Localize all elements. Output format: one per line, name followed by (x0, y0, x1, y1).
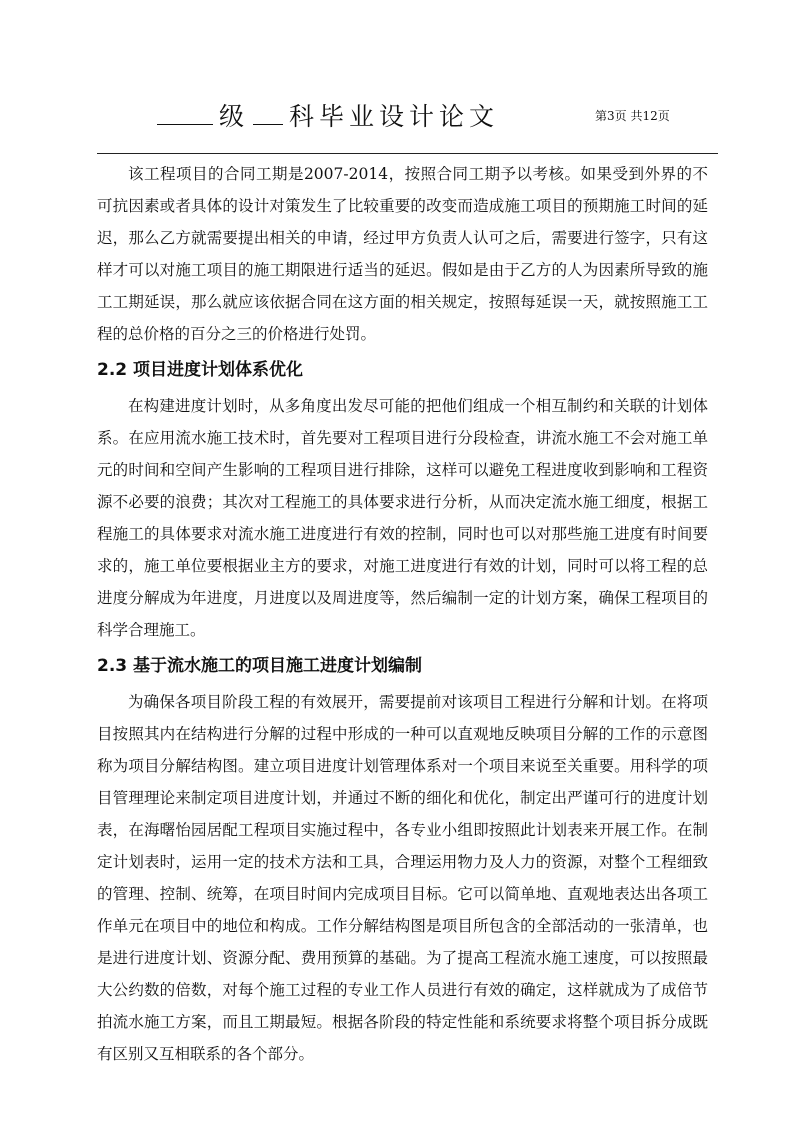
grade-blank (157, 100, 213, 125)
thesis-title (157, 100, 499, 132)
title-part1: 级 (219, 102, 250, 131)
department-blank (253, 100, 283, 125)
paragraph-3: 为确保各项目阶段工程的有效展开，需要提前对该项目工程进行分解和计划。在将项目按照其内在结构进行分解的过程中形成的一种可以直观地反映项目分解的工作的示意图称为项目分解结构图。建立项目进度计划管理体系对一个项目来说至关重要。用科学的项目管理理论来制定项目进度计划，并通过不断的细化和优化，制定出严谨可行的进度计划表，在海曙怡园居配工程项目实施过程中，各专业小组即按照此计划表来开展工作。在制定计划表时，运用一定的技术方法和工具，合理运用物力及人力的资源，对整个工程细致的管理、控制、统筹，在项目时间内完成项目目标。它可以简单地、直观地表达出各项工作单元在项目中的地位和构成。工作分解结构图是项目所包含的全部活动的一张清单，也是进行进度计划、资源分配、费用预算的基础。为了提高工程流水施工速度，可以按照最大公约数的倍数，对每个施工过程的专业工作人员进行有效的确定，这样就成为了成倍节拍流水施工方案，而且工期最短。根据各阶段的特定性能和系统要求将整个项目拆分成既有区别又互相联系的各个部分。 (97, 693, 708, 1063)
page-info: 第3页 共12页 (595, 109, 670, 123)
section-heading-2-2: 2.2 项目进度计划体系优化 (97, 360, 304, 380)
page-header (157, 100, 687, 134)
section-heading-2-3: 2.3 基于流水施工的项目施工进度计划编制 (97, 656, 423, 676)
header-rule (97, 153, 718, 154)
page-body (97, 158, 708, 1070)
paragraph-2: 在构建进度计划时，从多角度出发尽可能的把他们组成一个相互制约和关联的计划体系。在应用流水施工技术时，首先要对工程项目进行分段检查，讲流水施工不会对施工单元的时间和空间产生影响的工程项目进行排除，这样可以避免工程进度收到影响和工程资源不必要的浪费；其次对工程施工的具体要求进行分析，从而决定流水施工细度，根据工程施工的具体要求对流水施工进度进行有效的控制，同时也可以对那些施工进度有时间要求的，施工单位要根据业主方的要求，对施工进度进行有效的计划，同时可以将工程的总进度分解成为年进度，月进度以及周进度等，然后编制一定的计划方案，确保工程项目的科学合理施工。 (97, 397, 708, 639)
title-part2: 科毕业设计论文 (289, 102, 500, 131)
paragraph-1: 该工程项目的合同工期是2007-2014，按照合同工期予以考核。如果受到外界的不可抗因素或者具体的设计对策发生了比较重要的改变而造成施工项目的预期施工时间的延迟，那么乙方就需要提出相关的申请，经过甲方负责人认可之后，需要进行签字，只有这样才可以对施工项目的施工期限进行适当的延迟。假如是由于乙方的人为因素所导致的施工工期延误，那么就应该依据合同在这方面的相关规定，按照每延误一天，就按照施工工程的总价格的百分之三的价格进行处罚。 (97, 165, 708, 343)
